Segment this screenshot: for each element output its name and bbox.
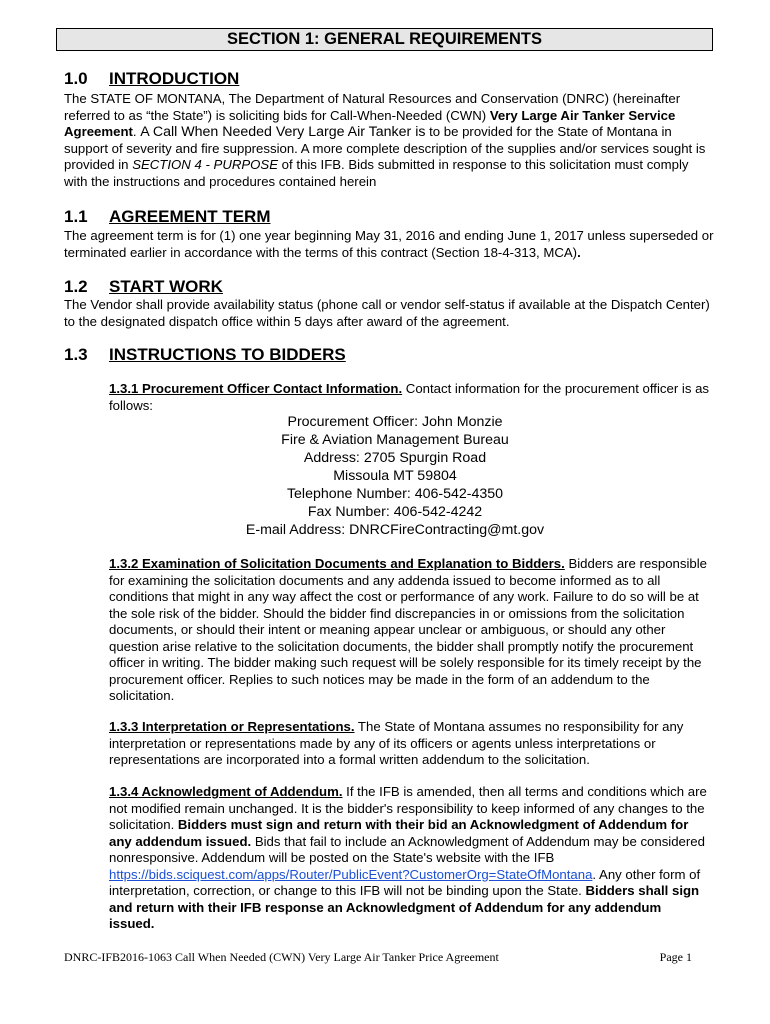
contact-city: Missoula MT 59804: [333, 468, 457, 484]
heading-title: AGREEMENT TERM: [109, 207, 271, 226]
text-run: Bidders are responsible for examining the solicitation documents and any addenda issued to become informed as to all conditions that might in any way affect the cost or performance of any work. Failure to do so will be at the sole risk of the bidder. Should the bidder find discrepancies in or omissions from the solicitation documents, or should their intent or meaning appear unclear or ambiguous, or should any other question arise relative to the solicitation documents, the bidder shall promptly notify the procurement officer in writing. The bidder making such request will be solely responsible for its timely receipt by the procurement officer. Replies to such notices may be made in the form of an addendum to the solicitation.: [109, 556, 707, 703]
contact-address: Address: 2705 Spurgin Road: [303, 450, 487, 466]
heading-agreement-term: [64, 207, 271, 227]
heading-title: INSTRUCTIONS TO BIDDERS: [109, 345, 346, 364]
heading-number: 1.1: [64, 207, 88, 226]
heading-title: INTRODUCTION: [109, 69, 240, 88]
text-run: of this IFB. Bids submitted in response to this solicitation must comply with the instructions and procedures contained herein: [64, 157, 689, 189]
ifb-website-link[interactable]: https://bids.sciquest.com/apps/Router/PublicEvent?CustomerOrg=StateOfMontana: [109, 866, 593, 882]
clause-1-3-3: [109, 719, 714, 769]
footer-document-title: DNRC-IFB2016-1063 Call When Needed (CWN) Very Large Air Tanker Price Agreement: [64, 950, 499, 964]
contact-bureau: Fire & Aviation Management Bureau: [281, 432, 509, 448]
contact-officer: Procurement Officer: John Monzie: [287, 414, 503, 430]
clause-1-3-2: [109, 556, 714, 705]
text-run: Contact information for the procurement officer is as follows:: [109, 381, 709, 413]
clause-1-3-1: [109, 381, 714, 414]
heading-instructions-to-bidders: [64, 345, 346, 365]
heading-number: 1.3: [64, 345, 88, 364]
section-reference: SECTION 4 - PURPOSE: [132, 157, 279, 172]
clause-heading: 1.3.1 Procurement Officer Contact Information.: [109, 381, 403, 396]
text-run: Bidders must sign and return with their bid an Acknowledgment of Addendum for any addendum issued.: [109, 817, 689, 849]
heading-start-work: [64, 277, 223, 297]
text-run: .: [132, 124, 141, 139]
text-run: Bids that fail to include an Acknowledgment of Addendum may be considered nonresponsive. Addendum will be posted on the State's website with the IFB: [109, 833, 705, 865]
heading-title: START WORK: [109, 277, 223, 296]
introduction-paragraph: [64, 91, 714, 190]
clause-heading: 1.3.3 Interpretation or Representations.: [109, 719, 355, 734]
clause-heading: 1.3.2 Examination of Solicitation Documents and Explanation to Bidders.: [109, 556, 565, 571]
text-run: The STATE OF MONTANA, The Department of Natural Resources and Conservation (DNRC) (hereinafter referred to as “the State”) is soliciting bids for Call-When-Needed (CWN): [64, 91, 681, 123]
text-run: A Call When Needed Very Large Air Tanker is: [140, 124, 426, 140]
heading-introduction: [64, 69, 239, 89]
contact-email: E-mail Address: DNRCFireContracting@mt.gov: [245, 522, 545, 538]
text-run: . Any other form of interpretation, correction, or change to this IFB will not be binding upon the State.: [109, 866, 701, 898]
start-work-paragraph: The Vendor shall provide availability status (phone call or vendor self-status if available at the Dispatch Center) to the designated dispatch office within 5 days after award of the agreement.: [64, 297, 710, 329]
agreement-term-paragraph: [64, 228, 714, 261]
footer-page-number: Page 1: [659, 950, 692, 964]
agreement-name: Very Large Air Tanker Service Agreement: [64, 107, 676, 139]
heading-number: 1.0: [64, 69, 88, 88]
text-run: to be provided for the State of Montana in support of severity and fire suppression. A more complete description of the supplies and/or services sought is provided in: [64, 124, 706, 172]
text-run: Bidders shall sign and return with their IFB response an Acknowledgment of Addendum for any addendum issued.: [109, 883, 700, 931]
text-run: The State of Montana assumes no responsibility for any interpretation or representations made by any of its officers or agents unless interpretations or representations are incorporated into a formal written addendum to the solicitation.: [109, 719, 684, 767]
text-run: The agreement term is for (1) one year beginning May 31, 2016 and ending June 1, 2017 unless superseded or terminated earlier in accordance with the terms of this contract (Section 18-4-313, MCA): [64, 228, 714, 260]
section-banner: SECTION 1: GENERAL REQUIREMENTS: [56, 28, 713, 51]
contact-fax: Fax Number: 406-542-4242: [307, 504, 483, 520]
contact-telephone: Telephone Number: 406-542-4350: [286, 486, 504, 502]
clause-heading: 1.3.4 Acknowledgment of Addendum.: [109, 784, 343, 799]
text-run: If the IFB is amended, then all terms and conditions which are not modified remain unchanged. It is the bidder's responsibility to keep informed of any changes to the solicitation.: [109, 784, 707, 832]
heading-number: 1.2: [64, 277, 88, 296]
clause-1-3-4: [109, 784, 709, 933]
text-run: .: [577, 244, 581, 260]
contact-block: [150, 413, 640, 539]
